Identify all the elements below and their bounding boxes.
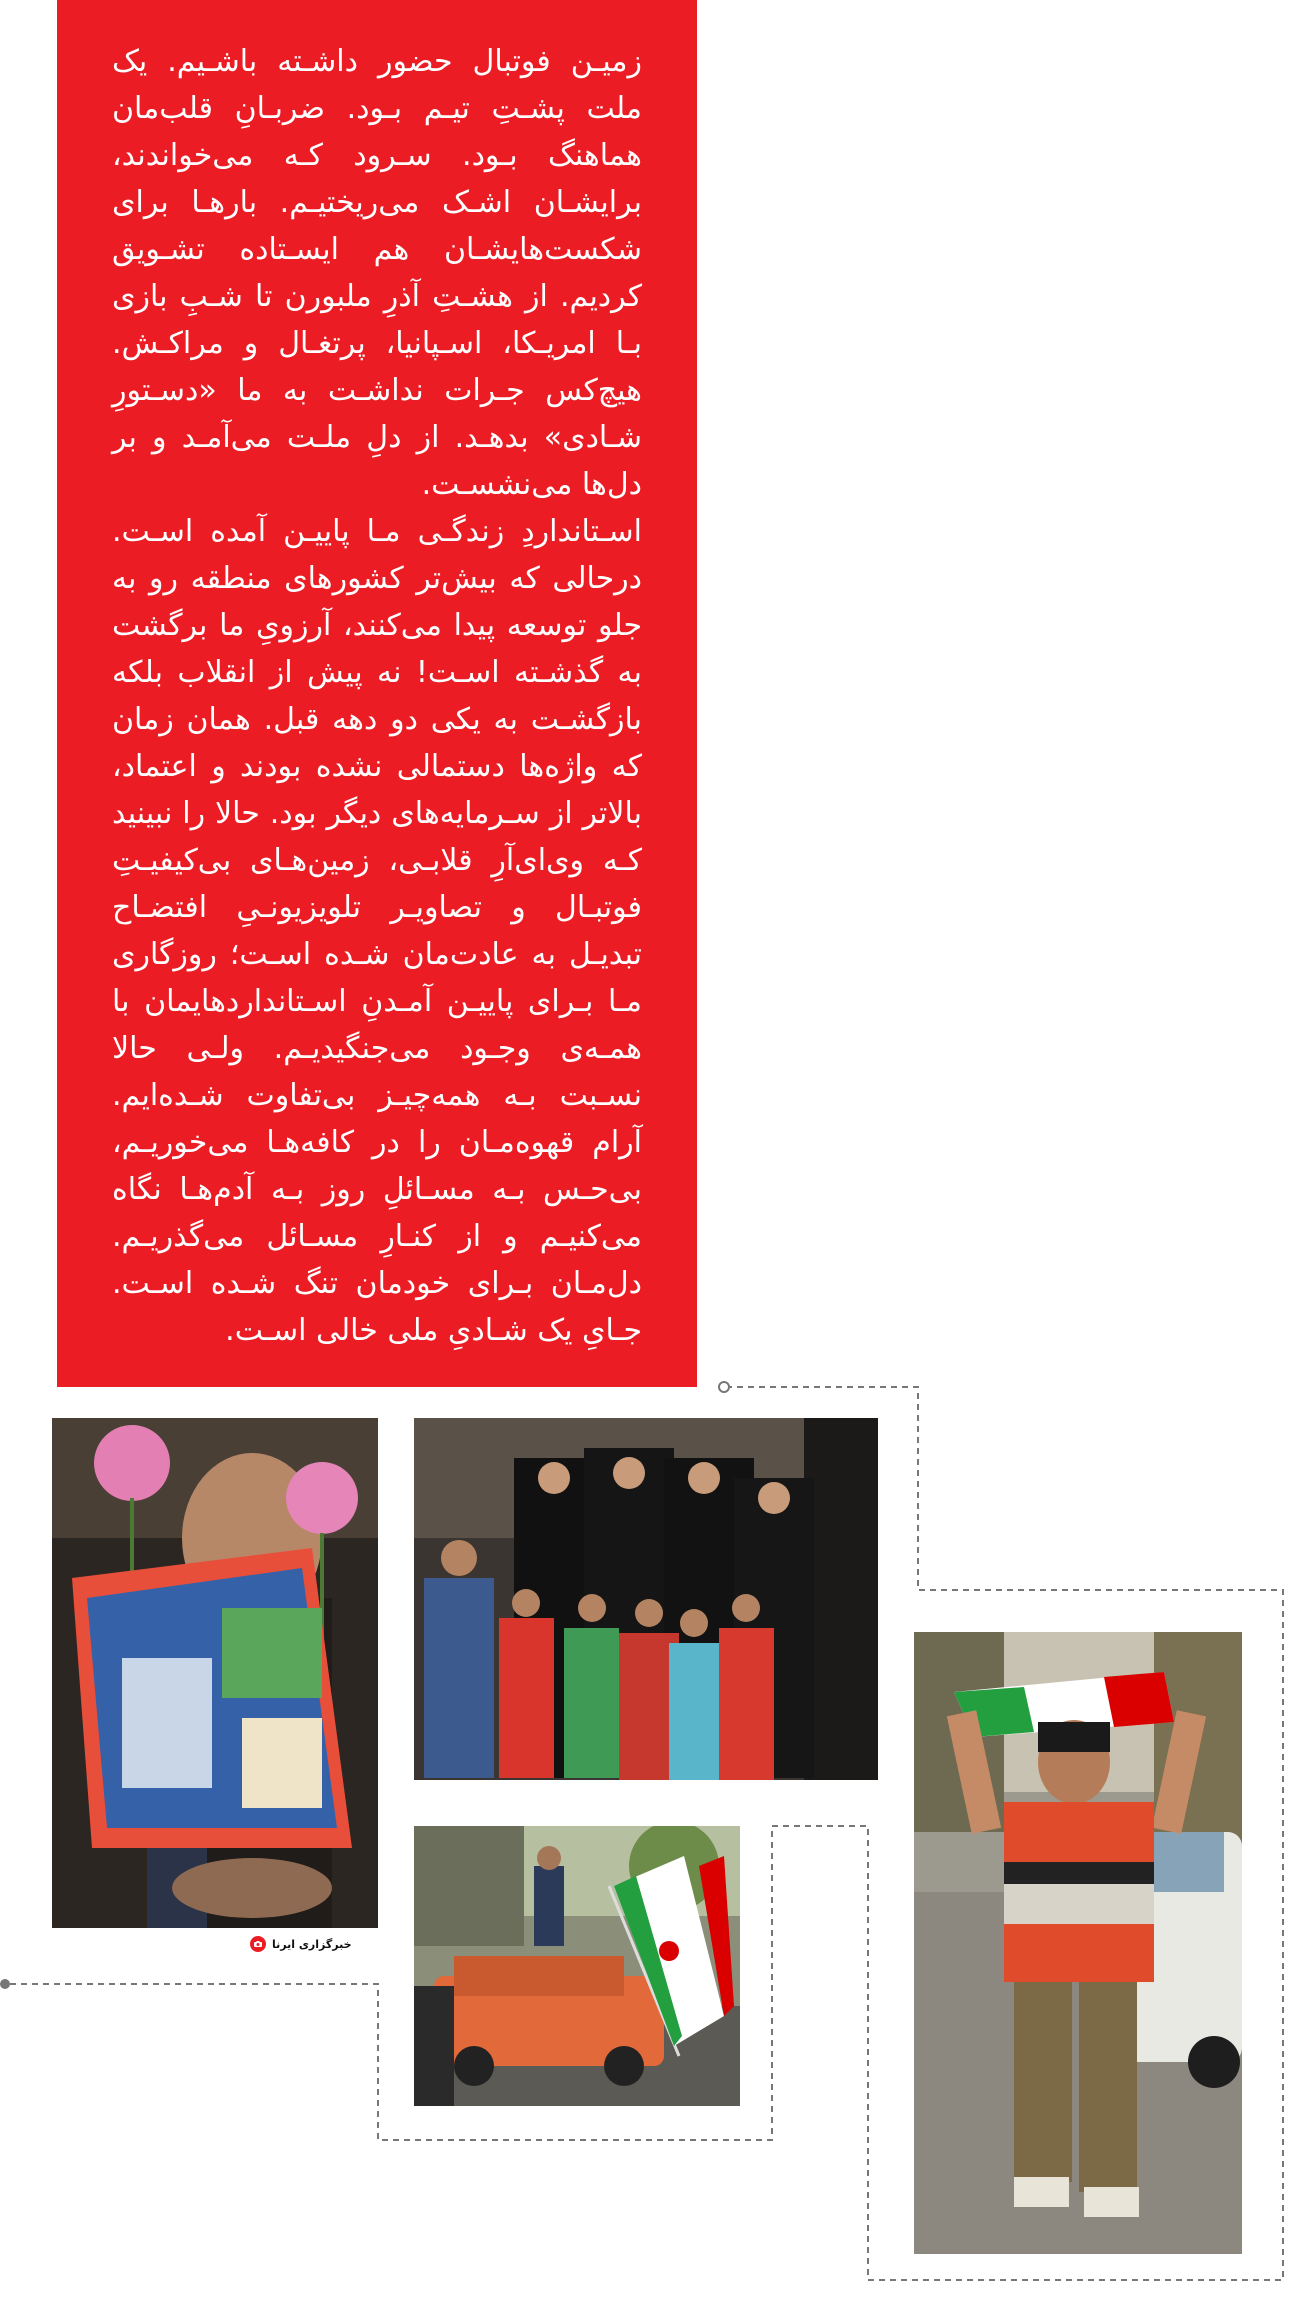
article-body bbox=[112, 38, 642, 1354]
photo-credit bbox=[250, 1936, 380, 1952]
article-paragraph-2: اسـتانداردِ زندگـی مـا پاییـن آمده اسـت. درحالی که بیش‌تر کشورهای منطقه رو به جلو توسعه پیدا می‌کنند، آرزویِ ما برگشت به گذشـته اسـت! نه پیش از انقلاب بلکه بازگشـت به یکی دو دهه قبل. همان زمان که واژه‌ها دستمالی نشده بودند و اعتماد، بالاتر از سـرمایه‌های دیگر بود. حالا را نبینید کـه وی‌ای‌آرِ قلابـی، زمین‌هـای بی‌کیفیـتِ فوتبـال و تصاویـر تلویزیونـیِ افتضـاح تبدیـل به عادت‌مان شـده اسـت؛ روزگاری مـا بـرای پاییـن آمـدنِ اسـتانداردهایمان با همـه‌ی وجـود می‌جنگیدیـم. ولـی حالا نسـبت بـه همه‌چیـز بی‌تفاوت شـده‌ایم. آرام قهوه‌مـان را در کافه‌هـا می‌خوریـم، بی‌حـس بـه مسـائلِ روز بـه آدم‌هـا نگاه می‌کنیـم و از کنـارِ مسـائل می‌گذریـم. دل‌مـان بـرای خودمان تنگ شـده اسـت. جـایِ یک شـادیِ ملی خالی اسـت. bbox=[112, 514, 642, 1348]
camera-icon bbox=[250, 1936, 266, 1952]
photo-women-and-children bbox=[414, 1418, 878, 1780]
photo-man-running-with-flag bbox=[914, 1632, 1242, 2254]
photo-man-with-flag-on-car bbox=[414, 1826, 740, 2106]
article-paragraph-1: زمیـن فوتبال حضور داشـته باشـیم. یک ملت پشـتِ تیـم بـود. ضربـانِ قلب‌مان هماهنگ بـود. سـرود کـه می‌خواندند، برایشـان اشـک می‌ریختیـم. بارهـا برای شکست‌هایشـان هم ایسـتاده تشـویق کردیم. از هشـتِ آذرِ ملبورن تا شـبِ بازی بـا امریـکا، اسـپانیا، پرتغـال و مراکـش. هیچ‌کس جـرات نداشـت به ما «دسـتورِ شـادی» بدهـد. از دلِ ملـت می‌آمـد و بر دل‌ها می‌نشسـت. bbox=[112, 44, 642, 502]
photo-credit-label: خبرگزاری ایرنا bbox=[272, 1937, 352, 1951]
photo-man-with-poster bbox=[52, 1418, 378, 1928]
